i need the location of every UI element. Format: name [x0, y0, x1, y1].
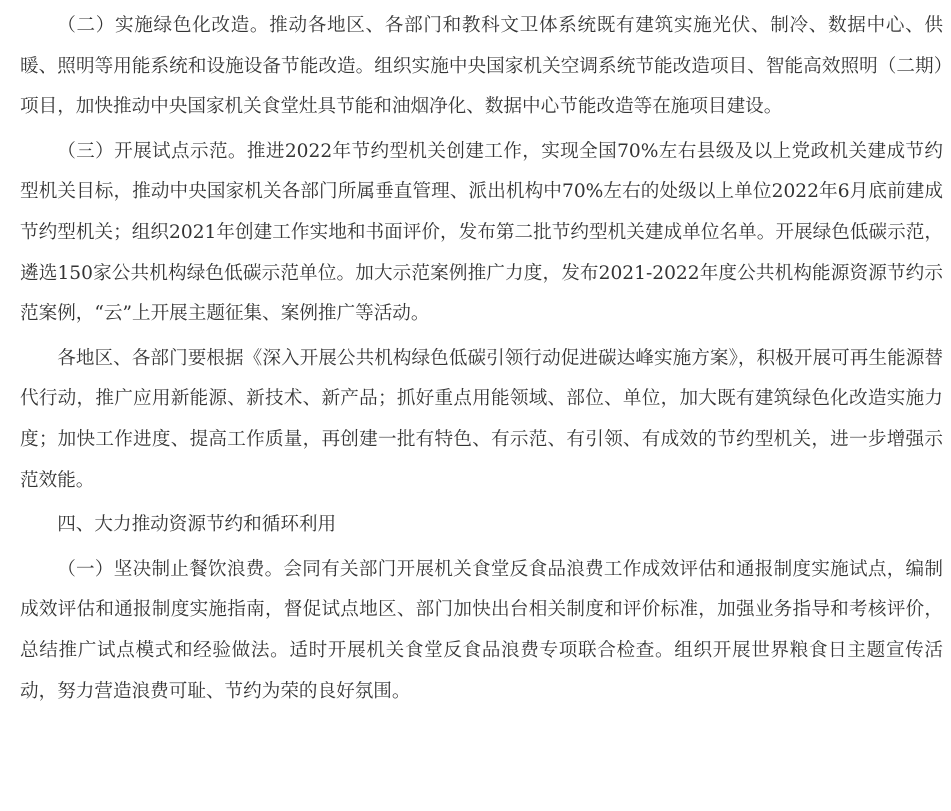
section-heading-resource-conservation: 四、大力推动资源节约和循环利用 [57, 514, 337, 536]
paragraph-pilot-demonstration: （三）开展试点示范。推进2022年节约型机关创建工作，实现全国70%左右县级及以上党政机关建成节约型机关目标，推动中央国家机关各部门所属垂直管理、派出机构中70%左右的处级以上单位2022年6月底前建成节约型机关；组织2021年创建工作实地和书面评价，发布第二批节约型机关建成单位名单。开展绿色低碳示范，遴选150家公共机构绿色低碳示范单位。加大示范案例推广力度，发布2021-2022年度公共机构能源资源节约示范案例，“云”上开展主题征集、案例推广等活动。 [20, 140, 943, 325]
paragraph-green-renovation: （二）实施绿色化改造。推动各地区、各部门和教科文卫体系统既有建筑实施光伏、制冷、数据中心、供暖、照明等用能系统和设施设备节能改造。组织实施中央国家机关空调系统节能改造项目、智能高效照明（二期）项目，加快推动中央国家机关食堂灶具节能和油烟净化、数据中心节能改造等在施项目建设。 [20, 15, 943, 118]
paragraph-regional-requirements: 各地区、各部门要根据《深入开展公共机构绿色低碳引领行动促进碳达峰实施方案》，积极开展可再生能源替代行动，推广应用新能源、新技术、新产品；抓好重点用能领域、部位、单位，加大既有建筑绿色化改造实施力度；加快工作进度、提高工作质量，再创建一批有特色、有示范、有引领、有成效的节约型机关，进一步增强示范效能。 [20, 347, 943, 491]
paragraph-stop-food-waste: （一）坚决制止餐饮浪费。会同有关部门开展机关食堂反食品浪费工作成效评估和通报制度实施试点，编制成效评估和通报制度实施指南，督促试点地区、部门加快出台相关制度和评价标准，加强业务指导和考核评价，总结推广试点模式和经验做法。适时开展机关食堂反食品浪费专项联合检查。组织开展世界粮食日主题宣传活动，努力营造浪费可耻、节约为荣的良好氛围。 [20, 558, 943, 702]
